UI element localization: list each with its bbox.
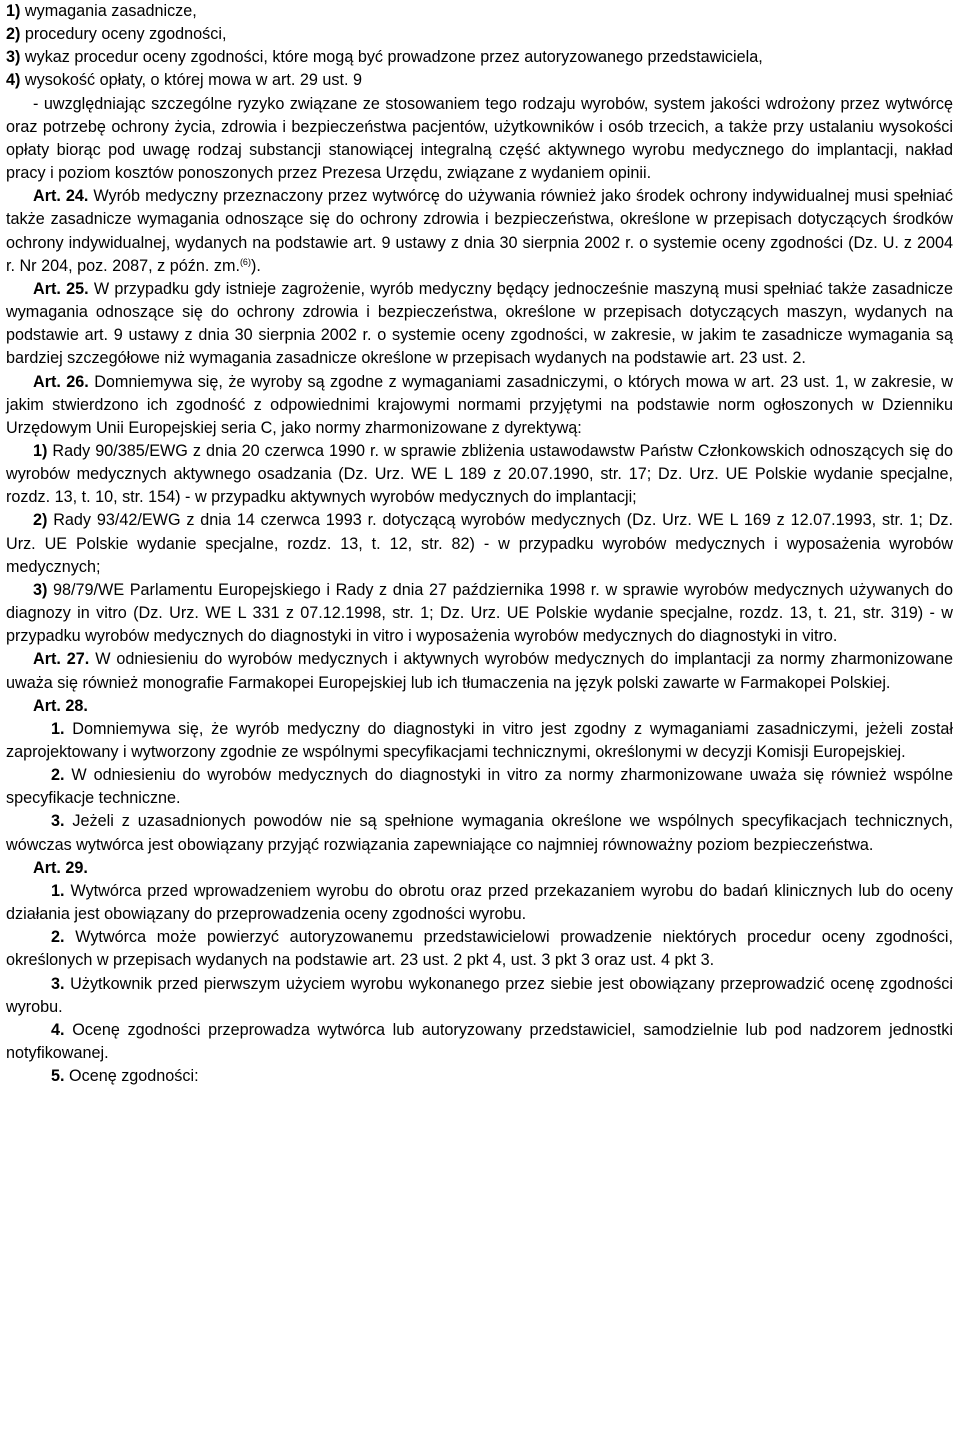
article-text: Wyrób medyczny przeznaczony przez wytwórcę do używania również jako środek ochrony indywidualnej musi spełniać także zasadnicze wymagania odnoszące się do ochrony zdrowia i bezpieczeństwa, określone w przepisach dotyczących środków ochrony indywidualnej, wydanych na podstawie art. 9 ustawy z dnia 30 sierpnia 2002 r. o systemie oceny zgodności (Dz. U. z 2004 r. Nr 204, poz. 2087, z późn. zm. xyxy=(6,187,953,275)
article-24 xyxy=(6,185,953,278)
list-item xyxy=(6,46,953,69)
item-text: W odniesieniu do wyrobów medycznych do diagnostyki in vitro za normy zharmonizowane uważa się również wspólne specyfikacje techniczne. xyxy=(6,766,953,808)
footnote-ref: (6) xyxy=(239,256,251,267)
item-number: 2. xyxy=(51,766,65,785)
item-text: wysokość opłaty, o której mowa w art. 29 ust. 9 xyxy=(20,71,362,90)
list-item xyxy=(6,718,953,764)
article-28-heading xyxy=(6,695,953,718)
item-number: 4) xyxy=(6,71,21,90)
list-item xyxy=(6,764,953,810)
item-number: 4. xyxy=(51,1020,65,1039)
item-number: 3. xyxy=(51,974,65,993)
item-text: Ocenę zgodności: xyxy=(64,1067,199,1086)
item-number: 2) xyxy=(6,25,21,44)
article-text: Domniemywa się, że wyroby są zgodne z wymaganiami zasadniczymi, o których mowa w art. 23 ust. 1, w zakresie, w jakim stwierdzono ich zgodność z odpowiednimi krajowymi normami przyjętymi na podstawie norm ogłoszonych w Dzienniku Urzędowym Unii Europejskiej seria C, jako normy zharmonizowane z dyrektywą: xyxy=(6,372,953,437)
item-number: 1) xyxy=(6,2,21,20)
list-item xyxy=(6,810,953,856)
list-item xyxy=(6,69,953,92)
list-item xyxy=(6,440,953,509)
article-label: Art. 29. xyxy=(33,858,88,877)
item-number: 1. xyxy=(51,881,65,900)
item-number: 3) xyxy=(33,580,48,599)
item-text: Użytkownik przed pierwszym użyciem wyrobu wykonanego przez siebie jest obowiązany przeprowadzić ocenę zgodności wyrobu. xyxy=(6,974,953,1016)
article-text-tail: ). xyxy=(250,256,261,275)
list-item xyxy=(6,880,953,926)
item-number: 1. xyxy=(51,719,65,738)
list-item xyxy=(6,509,953,578)
article-label: Art. 27. xyxy=(33,650,90,669)
item-text: Jeżeli z uzasadnionych powodów nie są spełnione wymagania określone we wspólnych specyfikacjach technicznych, wówczas wytwórca jest obowiązany przyjąć rozwiązania zapewniające co najmniej równoważny poziom bezpieczeństwa. xyxy=(6,812,953,854)
article-27 xyxy=(6,648,953,694)
item-number: 2) xyxy=(33,511,48,530)
list-item xyxy=(6,0,953,23)
item-number: 3. xyxy=(51,812,65,831)
item-number: 2. xyxy=(51,928,65,947)
item-text: wykaz procedur oceny zgodności, które mogą być prowadzone przez autoryzowanego przedstawiciela, xyxy=(20,48,763,67)
item-text: wymagania zasadnicze, xyxy=(20,2,197,20)
article-text: W przypadku gdy istnieje zagrożenie, wyrób medyczny będący jednocześnie maszyną musi spełniać także zasadnicze wymagania odnoszące się do ochrony zdrowia i bezpieczeństwa, określone w przepisach dotyczących maszyn, wydanych na podstawie art. 9 ustawy z dnia 30 sierpnia 2002 r. o systemie oceny zgodności, w zakresie, w jakim te zasadnicze wymagania są bardziej szczegółowe niż wymagania zasadnicze określone w przepisach wydanych na podstawie art. 23 ust. 2. xyxy=(6,279,953,368)
item-text: Wytwórca może powierzyć autoryzowanemu przedstawicielowi prowadzenie niektórych procedur oceny zgodności, określonych w przepisach wydanych na podstawie art. 23 ust. 2 pkt 4, ust. 3 pkt 3 oraz ust. 4 pkt 3. xyxy=(6,928,953,970)
list-item xyxy=(6,1065,953,1088)
article-29-heading xyxy=(6,857,953,880)
item-text: Rady 93/42/EWG z dnia 14 czerwca 1993 r. dotyczącą wyrobów medycznych (Dz. Urz. WE L 169 z 12.07.1993, str. 1; Dz. Urz. UE Polskie wydanie specjalne, rozdz. 13, t. 12, str. 82) - w przypadku wyrobów medycznych i wyposażenia wyrobów medycznych; xyxy=(6,511,953,576)
list-item xyxy=(6,926,953,972)
article-label: Art. 26. xyxy=(33,372,89,391)
list-item xyxy=(6,579,953,648)
article-label: Art. 24. xyxy=(33,187,89,206)
article-26 xyxy=(6,371,953,440)
list-item xyxy=(6,23,953,46)
article-label: Art. 25. xyxy=(33,279,89,298)
item-number: 5. xyxy=(51,1067,65,1086)
list-item xyxy=(6,973,953,1019)
item-text: Ocenę zgodności przeprowadza wytwórca lub autoryzowany przedstawiciel, samodzielnie lub pod nadzorem jednostki notyfikowanej. xyxy=(6,1020,953,1063)
item-text: 98/79/WE Parlamentu Europejskiego i Rady z dnia 27 października 1998 r. w sprawie wyrobów medycznych używanych do diagnozy in vitro (Dz. Urz. WE L 331 z 07.12.1998, str. 1; Dz. Urz. UE Polskie wydanie specjalne, rozdz. 13, t. 21, str. 319) - w przypadku wyrobów medycznych do diagnostyki in vitro i wyposażenia wyrobów medycznych do diagnostyki in vitro. xyxy=(6,580,953,646)
item-text: Rady 90/385/EWG z dnia 20 czerwca 1990 r. w sprawie zbliżenia ustawodawstw Państw Członkowskich odnoszących się do wyrobów medycznych aktywnego osadzania (Dz. Urz. WE L 189 z 20.07.1990, str. 17; Dz. Urz. UE Polskie wydanie specjalne, rozdz. 13, t. 10, str. 154) - w przypadku aktywnych wyrobów medycznych do implantacji; xyxy=(6,441,953,507)
item-text: procedury oceny zgodności, xyxy=(20,25,227,44)
article-label: Art. 28. xyxy=(33,696,88,715)
delegation-paragraph: - uwzględniając szczególne ryzyko związane ze stosowaniem tego rodzaju wyrobów, system jakości wdrożony przez wytwórcę oraz potrzebę ochrony życia, zdrowia i bezpieczeństwa pacjentów, użytkowników i osób trzecich, a także przy ustalaniu wysokości opłaty biorąc pod uwagę rodzaj substancji stanowiącej integralną część aktywnego wyrobu medycznego do implantacji, nakład pracy i poziom kosztów ponoszonych przez Prezesa Urzędu, związane z wydaniem opinii. xyxy=(6,94,953,183)
item-text: Domniemywa się, że wyrób medyczny do diagnostyki in vitro jest zgodny z wymaganiami zasadniczymi, jeżeli został zaprojektowany i wytworzony zgodnie ze wspólnymi specyfikacjami technicznymi, określonymi w decyzji Komisji Europejskiej. xyxy=(6,719,953,761)
article-25 xyxy=(6,278,953,371)
article-text: W odniesieniu do wyrobów medycznych i aktywnych wyrobów medycznych do implantacji za normy zharmonizowane uważa się również monografie Farmakopei Europejskiej lub ich tłumaczenia na język polski zawarte w Farmakopei Polskiej. xyxy=(6,650,953,692)
item-number: 3) xyxy=(6,48,21,67)
item-number: 1) xyxy=(33,441,48,460)
item-text: Wytwórca przed wprowadzeniem wyrobu do obrotu oraz przed przekazaniem wyrobu do badań klinicznych lub do oceny działania jest obowiązany do przeprowadzenia oceny zgodności wyrobu. xyxy=(6,881,953,924)
list-item xyxy=(6,1019,953,1065)
